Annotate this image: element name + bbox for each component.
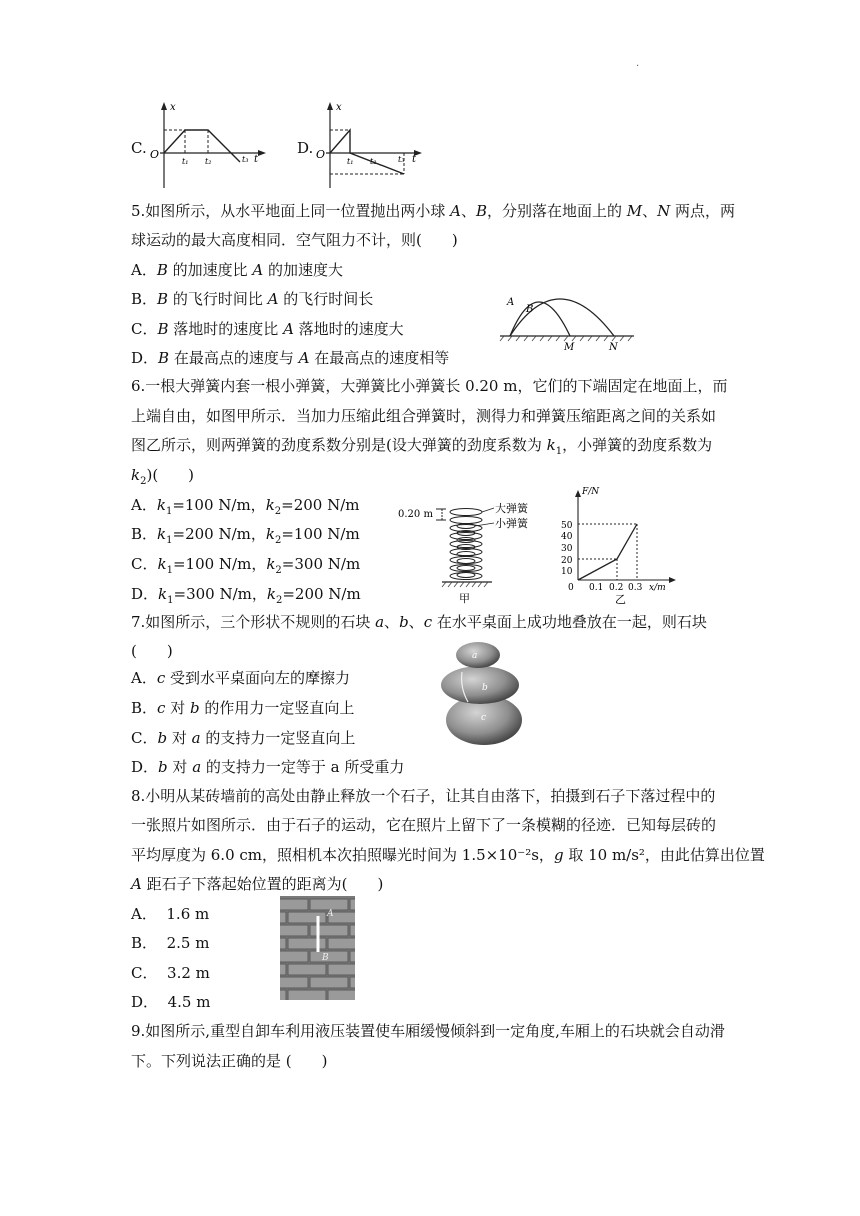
q8-stem-line2: 一张照片如图所示．由于石子的运动，它在照片上留下了一条模糊的径迹．已知每层砖的 xyxy=(131,816,717,834)
q9-stem-line2: 下。下列说法正确的是 ( ) xyxy=(131,1052,328,1070)
q6-option-b: B．$k_1=200$ N/m，$k_2=100$ N/m xyxy=(131,525,360,546)
q4c-t3: t₃ xyxy=(242,155,249,164)
q4d-axis-x: x xyxy=(336,102,342,113)
q6-graph-xtick-01: 0.1 xyxy=(589,583,604,593)
q5-projectile-figure xyxy=(498,282,638,354)
q7-fig-c: c xyxy=(481,713,487,723)
q6-stem-line3: 图乙所示，则两弹簧的劲度系数分别是(设大弹簧的劲度系数为 $k_1$，小弹簧的劲度系数为 xyxy=(131,436,713,457)
q7-option-c: C．b 对 a 的支持力一定竖直向上 xyxy=(131,729,356,747)
q8-stem-line1: 8.小明从某砖墙前的高处由静止释放一个石子，让其自由落下，拍摄到石子下落过程中的 xyxy=(131,787,716,805)
q4-graph-d xyxy=(316,100,426,190)
q7-stones-figure xyxy=(432,638,532,748)
q4-graph-c xyxy=(150,100,270,190)
q6-graph-xtick-02: 0.2 xyxy=(609,583,624,593)
q6-fig-big-spring: 大弹簧 xyxy=(495,502,528,515)
q5-fig-m: M xyxy=(564,342,575,353)
q6-spring-figure xyxy=(398,500,538,606)
q7-stem-line2: ( ) xyxy=(131,642,173,660)
q6-graph-ytick-50: 50 xyxy=(561,521,573,531)
q5-option-a: A．B 的加速度比 A 的加速度大 xyxy=(131,261,344,279)
q5-option-b: B．B 的飞行时间比 A 的飞行时间长 xyxy=(131,290,374,308)
q6-option-c: C．$k_1=100$ N/m，$k_2=300$ N/m xyxy=(131,555,361,576)
q4d-t3: t₃ xyxy=(398,155,405,164)
q6-stem-line4: $k_2$)( ) xyxy=(131,466,195,487)
q8-option-c: C． 3.2 m xyxy=(131,964,210,982)
q5-fig-n: N xyxy=(609,342,618,353)
header-dot: . xyxy=(636,58,640,69)
q5-stem-line1: 5.如图所示，从水平地面上同一位置抛出两小球 A、B，分别落在地面上的 M、N 两点，两 xyxy=(131,202,736,220)
q6-force-graph xyxy=(558,480,688,606)
q4c-axis-x: x xyxy=(170,102,176,113)
q4c-t1: t₁ xyxy=(182,157,189,166)
q4c-t2: t₂ xyxy=(205,157,212,166)
q5-option-c: C．B 落地时的速度比 A 落地时的速度大 xyxy=(131,320,404,338)
q6-graph-ylabel: F/N xyxy=(582,487,600,497)
q8-stem-line3: 平均厚度为 6.0 cm，照相机本次拍照曝光时间为 1.5×10⁻²s，g 取 10 m/s²，由此估算出位置 xyxy=(131,846,765,864)
q4d-t1: t₁ xyxy=(347,157,354,166)
q5-option-d: D．B 在最高点的速度与 A 在最高点的速度相等 xyxy=(131,349,450,367)
q4c-origin: O xyxy=(150,148,160,161)
q6-graph-ytick-30: 30 xyxy=(561,544,573,554)
q6-fig-small-spring: 小弹簧 xyxy=(495,517,528,530)
q4-option-d-label: D. xyxy=(297,139,314,157)
q9-stem-line1: 9.如图所示,重型自卸车利用液压装置使车厢缓慢倾斜到一定角度,车厢上的石块就会自动滑 xyxy=(131,1022,725,1040)
q8-option-b: B． 2.5 m xyxy=(131,934,210,952)
q5-fig-a: A xyxy=(507,297,515,308)
q6-graph-ytick-20: 20 xyxy=(561,556,573,566)
q6-graph-xtick-03: 0.3 xyxy=(628,583,643,593)
q4-option-c-label: C. xyxy=(131,139,147,157)
q6-stem-line2: 上端自由，如图甲所示．当加力压缩此组合弹簧时，测得力和弹簧压缩距离之间的关系如 xyxy=(131,407,717,425)
q6-fig-length: 0.20 m xyxy=(398,509,433,520)
q8-brick-wall-photo xyxy=(280,896,355,1000)
q7-option-d: D．b 对 a 的支持力一定等于 a 所受重力 xyxy=(131,758,405,776)
q6-graph-ytick-40: 40 xyxy=(561,532,573,542)
q4c-axis-t: t xyxy=(254,154,259,165)
q7-option-a: A．c 受到水平桌面向左的摩擦力 xyxy=(131,669,351,687)
q7-option-b: B．c 对 b 的作用力一定竖直向上 xyxy=(131,699,355,717)
q7-stem-line1: 7.如图所示，三个形状不规则的石块 a、b、c 在水平桌面上成功地叠放在一起，则石块 xyxy=(131,613,707,631)
q4d-t2: t₂ xyxy=(370,157,377,166)
q5-stem-line2: 球运动的最大高度相同．空气阻力不计，则( ) xyxy=(131,231,458,249)
q6-fig-jia: 甲 xyxy=(459,592,470,605)
q6-option-d: D．$k_1=300$ N/m，$k_2=200$ N/m xyxy=(131,585,361,606)
q7-fig-b: b xyxy=(482,683,488,693)
q6-fig-yi: 乙 xyxy=(615,593,626,606)
q4d-origin: O xyxy=(316,148,326,161)
q8-option-d: D． 4.5 m xyxy=(131,993,211,1011)
q8-option-a: A． 1.6 m xyxy=(131,905,210,923)
q4d-axis-t: t xyxy=(412,154,417,165)
q8-fig-a: A xyxy=(327,909,334,919)
q7-fig-a: a xyxy=(472,651,478,661)
q8-fig-b: B xyxy=(322,953,329,963)
q6-graph-ytick-10: 10 xyxy=(561,567,573,577)
q5-fig-b: B xyxy=(526,304,534,315)
q6-option-a: A．$k_1=100$ N/m，$k_2=200$ N/m xyxy=(131,496,360,517)
q6-graph-xlabel: x/m xyxy=(649,583,666,593)
q6-graph-origin: 0 xyxy=(568,583,574,593)
q8-stem-line4: A 距石子下落起始位置的距离为( ) xyxy=(131,875,384,893)
q6-stem-line1: 6.一根大弹簧内套一根小弹簧，大弹簧比小弹簧长 0.20 m，它们的下端固定在地面上，而 xyxy=(131,377,728,395)
